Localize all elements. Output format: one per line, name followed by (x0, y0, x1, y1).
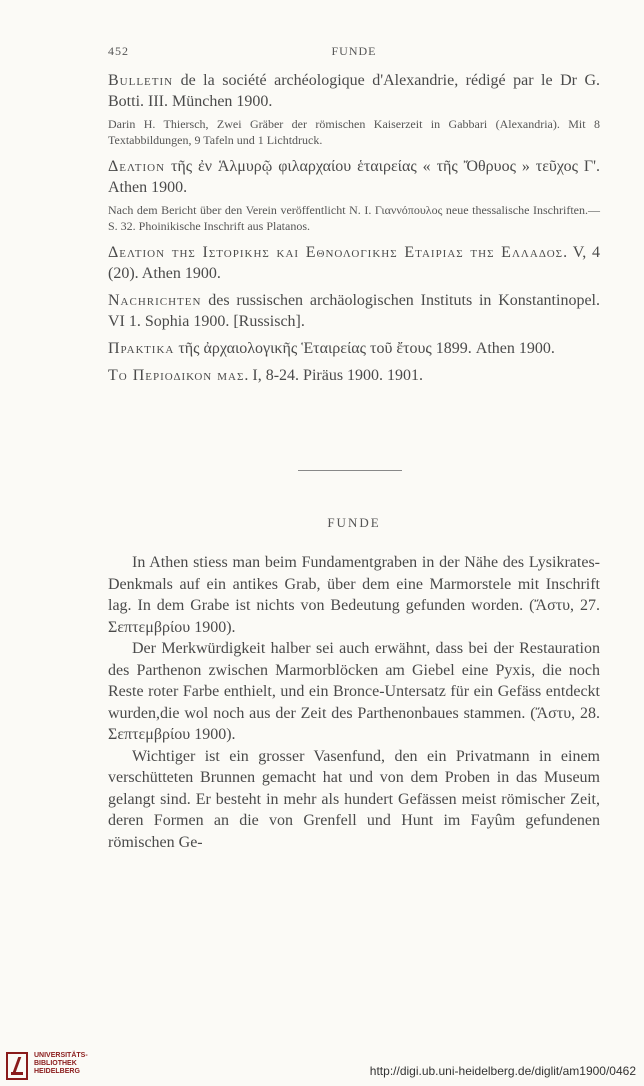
bib-entry-title: Bulletin (108, 72, 174, 89)
bib-entry-text: τῆς ἐν Ἁλμυρῷ φιλαρχαίου ἑταιρείας « τῆς Ὄθρυος » τεῦχος Γ'. Athen 1900. (108, 158, 600, 196)
source-url-link[interactable]: http://digi.ub.uni-heidelberg.de/diglit/am1900/0462 (369, 1064, 636, 1078)
bib-entry (108, 338, 600, 359)
bib-entry (108, 242, 600, 284)
bib-entry-title: Πρακτικα (108, 340, 175, 357)
footer (0, 1050, 644, 1086)
bibliography-list (108, 70, 600, 386)
library-name (34, 1052, 88, 1076)
library-name-line: HEIDELBERG (34, 1068, 80, 1075)
library-logo-icon (6, 1052, 28, 1080)
section-title: FUNDE (327, 515, 381, 530)
bib-entry-text: . I, 8-24. Piräus 1900. 1901. (244, 367, 424, 384)
library-name-line: BIBLIOTHEK (34, 1060, 77, 1067)
bib-entry-text: des russischen archäologischen Instituts in Konstantinopel. VI 1. Sophia 1900. [Russisch]. (108, 292, 600, 330)
bib-entry (108, 70, 600, 112)
bib-entry (108, 156, 600, 198)
bib-entry-text: . V, 4 (20). Athen 1900. (108, 244, 600, 282)
bib-entry-title: Το Περιοδικον μας (108, 367, 245, 384)
bib-entry (108, 365, 600, 386)
bib-entry-text: τῆς ἀρχαιολογικῆς Ἑταιρείας τοῦ ἔτους 1899. Athen 1900. (174, 340, 555, 357)
paragraph: Wichtiger ist ein grosser Vasenfund, den ein Privatmann in einem verschütteten Brunnen gemacht hat und von dem Proben in das Museum gelangt sind. Er besteht in mehr als hundert Gefässen meist römischer Zeit, deren Formen an die von Grenfell und Hunt im Fayûm gefundenen römischen Ge- (108, 747, 600, 851)
running-title: FUNDE (331, 44, 377, 58)
body-text (108, 552, 600, 853)
bib-entry-title: Δελτιον (108, 158, 166, 175)
bib-note: Nach dem Bericht über den Verein veröffentlicht N. I. Γιαννόπουλος neue thessalische Inschriften.— S. 32. Phoinikische Inschrift aus Platanos. (108, 203, 600, 233)
paragraph: In Athen stiess man beim Fundamentgraben in der Nähe des Lysikrates-Denkmals auf ein antikes Grab, über dem eine Marmorstele mit Inschrift lag. In dem Grabe ist nichts von Bedeutung gefunden worden. (Ἄστυ, 27. Σεπτεμβρίου 1900). (108, 554, 600, 636)
paragraph: Der Merkwürdigkeit halber sei auch erwähnt, dass bei der Restauration des Parthenon zwischen Marmorblöcken am Giebel eine Pyxis, die noch Reste roter Farbe enthielt, und ein Bronce-Untersatz für ein Gefäss entdeckt wurden,die wol noch aus der Zeit des Parthenonbaues stammen. (Ἄστυ, 28. Σεπτεμβρίου 1900). (108, 640, 600, 743)
section-divider (298, 470, 402, 471)
bib-entry-title: Δελτιον της Ιστορικης και Εθνολογικης Εταιριας της Ελλαδος (108, 244, 564, 261)
bib-entry-title: Nachrichten (108, 292, 202, 309)
bib-entry (108, 290, 600, 332)
bib-note: Darin H. Thiersch, Zwei Gräber der römischen Kaiserzeit in Gabbari (Alexandria). Mit 8 Textabbildungen, 9 Tafeln und 1 Lichtdruck. (108, 117, 600, 147)
library-name-line: UNIVERSITÄTS- (34, 1052, 88, 1059)
page-number: 452 (108, 44, 129, 58)
bib-entry-text: de la société archéologique d'Alexandrie, rédigé par le Dr G. Botti. III. München 1900. (108, 72, 600, 110)
